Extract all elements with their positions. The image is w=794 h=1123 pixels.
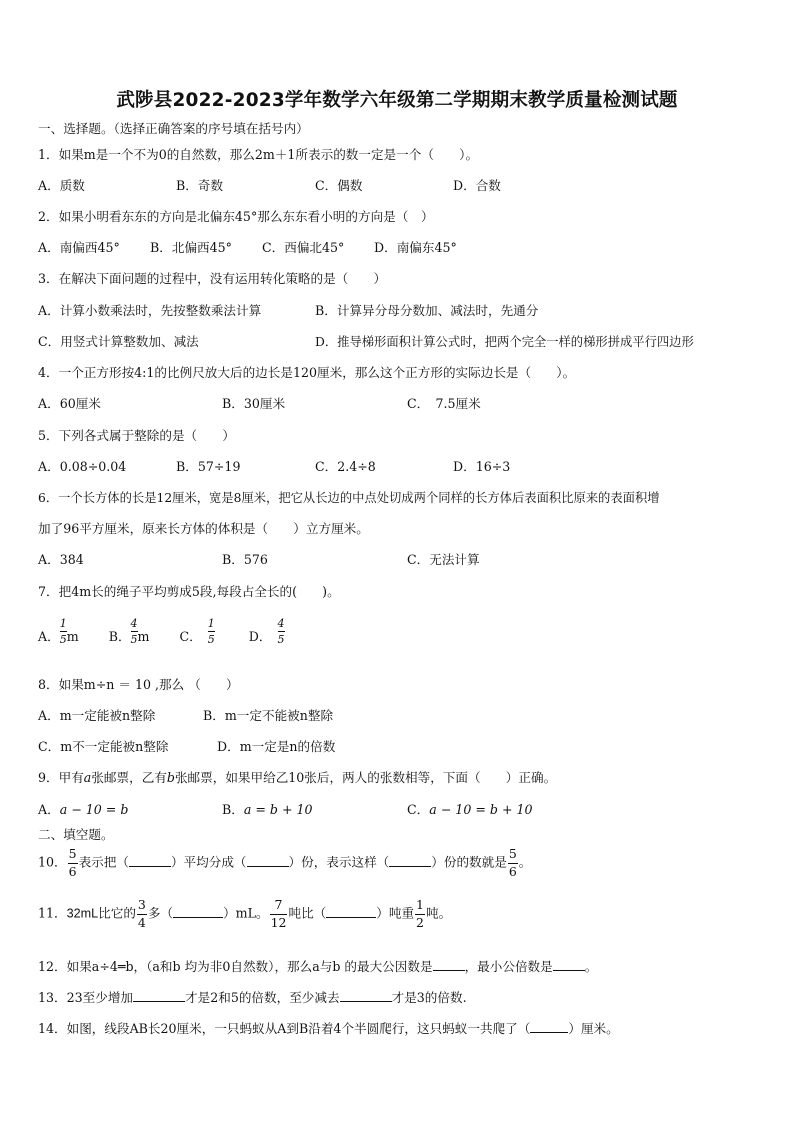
q3-option-c: C．用竖式计算整数加、减法 — [38, 334, 199, 349]
q8-option-c: C．m不一定能被n整除 — [38, 739, 169, 754]
q2-option-b: B．北偏西45° — [150, 240, 232, 255]
q9-option-a-expression: a − 10 = b — [59, 802, 129, 817]
question-8-stem: 8．如果m÷n ＝ 10 ,那么 （ ） — [38, 677, 239, 692]
fraction-numerator: 1 — [207, 617, 215, 630]
q2-option-a: A．南偏西45° — [38, 240, 120, 255]
q10-blank-2[interactable] — [247, 854, 289, 867]
question-10 — [38, 848, 531, 878]
q11-text-6: 吨。 — [425, 905, 452, 921]
q11-number: 11． — [38, 905, 67, 921]
q1-option-a: A．质数 — [38, 178, 85, 193]
q8-option-d: D．m一定是n的倍数 — [217, 739, 336, 754]
q7-option-b-label: B． — [108, 629, 131, 644]
q9-stem-post: 张邮票，如果甲给乙10张后，两人的张数相等，下面（ ）正确。 — [174, 770, 557, 785]
q9-option-c — [407, 802, 533, 818]
q14-text-2: ）厘米。 — [568, 1021, 619, 1036]
q13-blank-2[interactable] — [340, 989, 392, 1002]
page-title: 武陟县2022-2023学年数学六年级第二学期期末教学质量检测试题 — [116, 90, 678, 111]
q10-fraction-end — [508, 848, 518, 878]
q12-text-3: 。 — [584, 959, 598, 974]
q8-option-b: B．m一定不能被n整除 — [203, 708, 334, 723]
q5-option-a: A．0.08÷0.04 — [38, 459, 127, 474]
q13-text-3: 才是3的倍数. — [391, 990, 467, 1005]
q7-option-a-unit: m — [66, 629, 79, 644]
q4-option-a: A．60厘米 — [38, 396, 101, 411]
question-5-stem: 5．下列各式属于整除的是（ ） — [38, 428, 235, 443]
section-heading-fill-in: 二、填空题。 — [38, 827, 114, 842]
q7-options — [38, 618, 285, 645]
q12-text-2: ，最小公倍数是 — [464, 959, 553, 974]
q2-option-c: C．西偏北45° — [262, 240, 345, 255]
q10-number: 10． — [38, 854, 67, 870]
q10-text-2: ）平均分成（ — [170, 854, 247, 870]
fraction-numerator: 3 — [137, 899, 147, 915]
q9-option-c-label: C． — [407, 802, 430, 817]
fraction-numerator: 4 — [130, 617, 138, 630]
q6-option-c: C．无法计算 — [407, 552, 480, 567]
fraction-numerator: 5 — [508, 848, 518, 864]
q1-option-b: B．奇数 — [176, 178, 224, 193]
q8-option-a: A．m一定能被n整除 — [38, 708, 156, 723]
fraction-numerator: 4 — [277, 617, 285, 630]
q6-option-b: B．576 — [222, 552, 268, 567]
q5-option-c: C．2.4÷8 — [315, 459, 376, 474]
q6-option-a: A．384 — [38, 552, 84, 567]
fraction-numerator: 5 — [68, 848, 78, 864]
q10-text-1: 表示把（ — [78, 854, 129, 870]
q7-option-d-label: D． — [248, 629, 272, 644]
q10-blank-1[interactable] — [129, 854, 171, 867]
fraction-denominator: 5 — [207, 633, 215, 646]
question-4-stem: 4．一个正方形按4:1的比例尺放大后的边长是120厘米，那么这个正方形的实际边长是（ ）。 — [38, 365, 576, 380]
q9-stem-mid: 张邮票，乙有 — [91, 770, 167, 785]
q5-option-d: D．16÷3 — [453, 459, 511, 474]
q3-option-a: A．计算小数乘法时，先按整数乘法计算 — [38, 303, 262, 318]
q9-option-b-label: B． — [222, 802, 244, 817]
q11-fraction-1 — [137, 899, 147, 929]
q9-option-b-expression: a = b + 10 — [243, 802, 313, 817]
q11-text-2: 多（ — [147, 905, 174, 921]
q3-option-b: B．计算异分母分数加、减法时，先通分 — [315, 303, 539, 318]
q11-text-3: ）mL。 — [223, 905, 269, 921]
fraction-denominator: 5 — [130, 633, 138, 646]
question-7-stem: 7．把4m长的绳子平均剪成5段,每段占全长的( )。 — [38, 584, 340, 599]
fraction-denominator: 5 — [59, 633, 67, 646]
q10-text-4: ）份的数就是 — [431, 854, 507, 870]
q14-text-1: 14．如图，线段AB长20厘米，一只蚂蚁从A到B沿着4个半圆爬行，这只蚂蚁一共爬了（ — [38, 1021, 531, 1036]
q1-option-d: D．合数 — [453, 178, 501, 193]
q1-option-c: C．偶数 — [315, 178, 363, 193]
q9-variable-b: b — [166, 770, 175, 785]
section-heading-choice: 一、选择题。（选择正确答案的序号填在括号内） — [38, 121, 309, 136]
question-9-stem — [38, 770, 556, 786]
question-12 — [38, 958, 597, 975]
q9-option-a — [38, 802, 128, 818]
q7-option-c-fraction — [208, 618, 215, 645]
fraction-numerator: 1 — [59, 617, 67, 630]
q4-option-c: C． 7.5厘米 — [407, 396, 481, 411]
fraction-numerator: 1 — [415, 899, 425, 915]
q9-variable-a: a — [83, 770, 92, 785]
q7-option-b-fraction — [131, 618, 138, 645]
fraction-denominator: 6 — [68, 863, 77, 879]
question-1-stem: 1．如果m是一个不为0的自然数，那么2m＋1所表示的数一定是一个（ ）。 — [38, 147, 479, 162]
question-2-stem: 2．如果小明看东东的方向是北偏东45°那么东东看小明的方向是（ ） — [38, 209, 434, 224]
q9-stem-pre: 9．甲有 — [38, 770, 84, 785]
q7-option-a-label: A． — [38, 629, 60, 644]
q13-text-2: 才是2和5的倍数，至少减去 — [185, 990, 340, 1005]
fraction-numerator: 7 — [270, 899, 288, 915]
q11-text-1: 32mL比它的 — [66, 906, 136, 921]
q2-option-d: D．南偏东45° — [374, 240, 457, 255]
q14-blank-1[interactable] — [530, 1020, 568, 1033]
q9-option-c-expression: a − 10 = b + 10 — [429, 802, 533, 817]
q11-blank-2[interactable] — [326, 905, 376, 918]
q11-text-5: ）吨重 — [376, 905, 415, 921]
fraction-denominator: 5 — [277, 633, 285, 646]
q13-blank-1[interactable] — [133, 989, 185, 1002]
q11-blank-1[interactable] — [173, 905, 223, 918]
q5-option-b: B．57÷19 — [176, 459, 241, 474]
q11-text-4: 吨比（ — [288, 905, 327, 921]
q11-fraction-3 — [415, 899, 425, 929]
q10-fraction — [68, 848, 78, 878]
q3-option-d: D．推导梯形面积计算公式时，把两个完全一样的梯形拼成平行四边形 — [315, 335, 694, 349]
question-13 — [38, 989, 467, 1006]
q13-text-1: 13．23至少增加 — [38, 990, 134, 1005]
question-14 — [38, 1020, 619, 1037]
q11-fraction-2 — [270, 899, 288, 929]
q7-option-c-label: C． — [179, 629, 202, 644]
fraction-denominator: 12 — [270, 914, 287, 930]
q10-text-3: ）份，表示这样（ — [288, 854, 390, 870]
question-6-stem-line2: 加了96平方厘米，原来长方体的体积是（ ）立方厘米。 — [38, 521, 369, 536]
question-3-stem: 3．在解决下面问题的过程中，没有运用转化策略的是（ ） — [38, 271, 387, 286]
q12-blank-1[interactable] — [433, 958, 465, 971]
fraction-denominator: 2 — [416, 914, 424, 930]
q10-end: 。 — [518, 854, 532, 870]
fraction-denominator: 4 — [137, 914, 146, 930]
q10-blank-3[interactable] — [389, 854, 431, 867]
q7-option-a-fraction — [60, 618, 67, 645]
q12-text-1: 12．如果a÷4═b，（a和b 均为非0自然数），那么a与b 的最大公因数是 — [38, 959, 433, 974]
q4-option-b: B．30厘米 — [222, 396, 286, 411]
question-11 — [38, 899, 451, 929]
q7-option-d-fraction — [278, 618, 285, 645]
q9-option-a-label: A． — [38, 802, 60, 817]
q7-option-b-unit: m — [137, 629, 150, 644]
q9-option-b — [222, 802, 313, 818]
fraction-denominator: 6 — [508, 863, 517, 879]
question-6-stem-line1: 6．一个长方体的长是12厘米，宽是8厘米，把它从长边的中点处切成两个同样的长方体后表面积比原来的表面积增 — [38, 491, 660, 505]
q12-blank-2[interactable] — [553, 958, 585, 971]
